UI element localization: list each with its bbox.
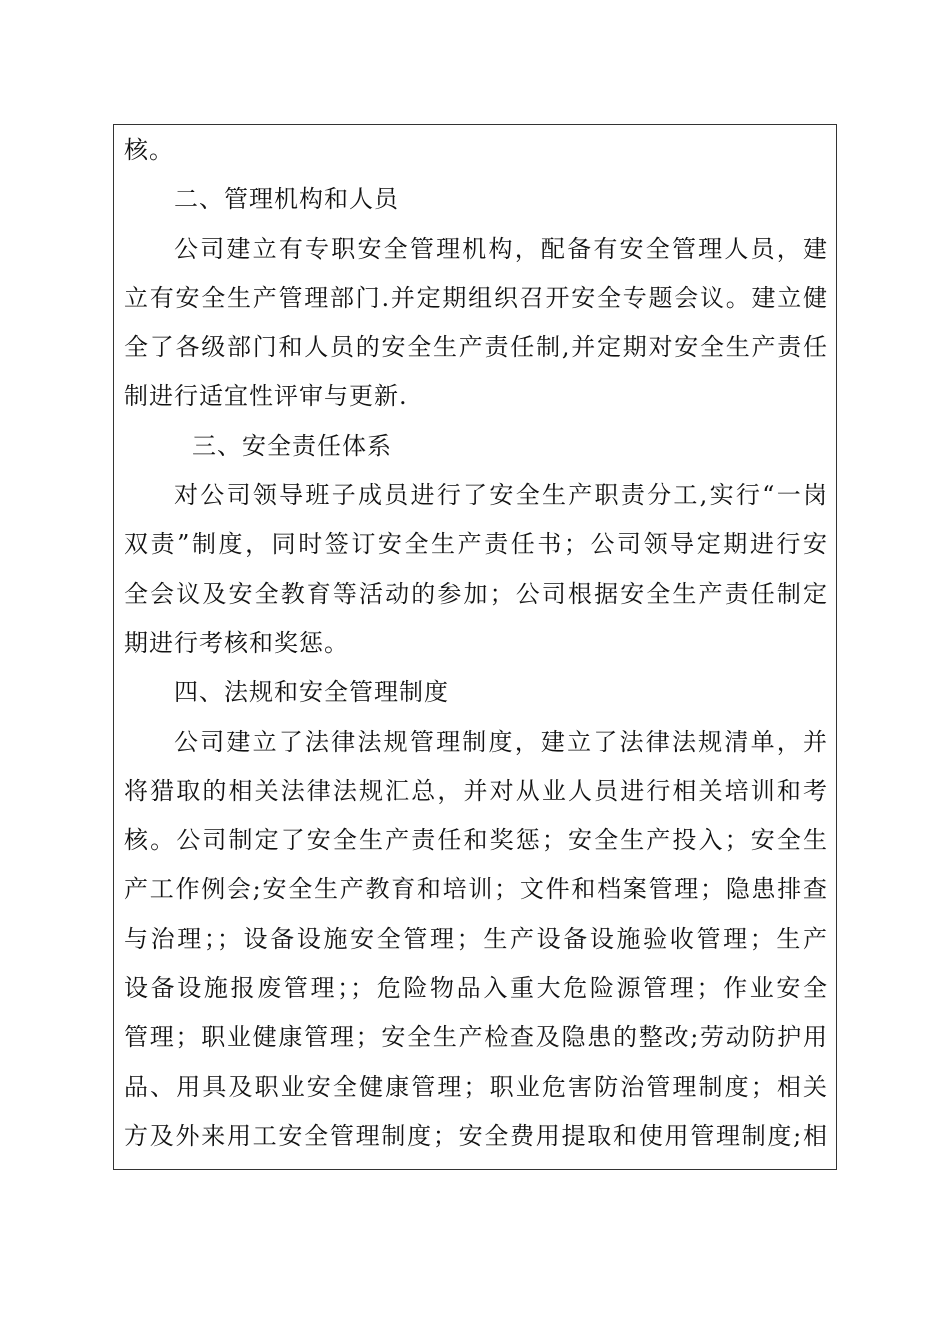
- text-line: 核。公司制定了安全生产责任和奖惩；安全生产投入；安全生: [124, 826, 828, 855]
- section-heading-responsibility: 三、安全责任体系: [192, 431, 392, 460]
- text-line: 双责”制度，同时签订安全生产责任书；公司领导定期进行安: [124, 530, 828, 559]
- text-line: 设备设施报废管理；；危险物品入重大危险源管理；作业安全: [124, 974, 828, 1003]
- text-line: 全了各级部门和人员的安全生产责任制,并定期对安全生产责任: [124, 333, 828, 362]
- text-line: 制进行适宜性评审与更新.: [124, 382, 408, 411]
- text-line: 公司建立了法律法规管理制度，建立了法律法规清单，并: [174, 727, 828, 756]
- text-line: 将猎取的相关法律法规汇总，并对从业人员进行相关培训和考: [124, 776, 828, 805]
- text-line: 立有安全生产管理部门.并定期组织召开安全专题会议。建立健: [124, 283, 828, 312]
- text-line: 公司建立有专职安全管理机构，配备有安全管理人员，建: [174, 234, 828, 263]
- text-line: 对公司领导班子成员进行了安全生产职责分工,实行“一岗: [174, 481, 828, 510]
- text-line: 方及外来用工安全管理制度；安全费用提取和使用管理制度;相: [124, 1121, 828, 1150]
- section-heading-management: 二、管理机构和人员: [174, 185, 399, 214]
- text-line: 品、用具及职业安全健康管理；职业危害防治管理制度；相关: [124, 1072, 828, 1101]
- text-line: 期进行考核和奖惩。: [124, 628, 349, 657]
- text-line: 核。: [124, 136, 174, 164]
- text-line: 产工作例会;安全生产教育和培训；文件和档案管理；隐患排查: [124, 875, 828, 904]
- section-heading-regulations: 四、法规和安全管理制度: [174, 678, 449, 707]
- text-line: 管理；职业健康管理；安全生产检查及隐患的整改;劳动防护用: [124, 1023, 828, 1052]
- text-line: 与治理；；设备设施安全管理；生产设备设施验收管理；生产: [124, 924, 828, 953]
- document-body: [124, 126, 828, 1161]
- text-line: 全会议及安全教育等活动的参加；公司根据安全生产责任制定: [124, 579, 828, 608]
